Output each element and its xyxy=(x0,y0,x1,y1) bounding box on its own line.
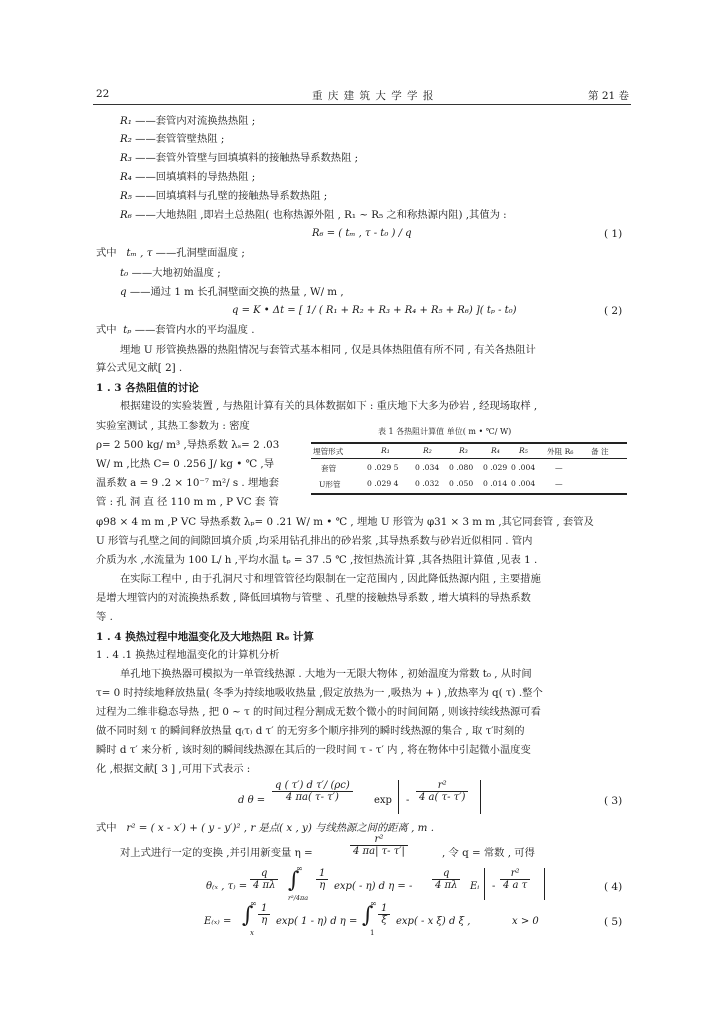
paragraph-line: 是增大埋管内的对流换热系数 , 降低回填物与管壁 、孔壁的接触热导系数 , 增大填料的导热系数 xyxy=(96,592,531,604)
equation-5-kernel xyxy=(258,903,270,926)
table-header-cell: R₁ xyxy=(381,446,390,455)
paragraph-line: ρ= 2 500 kg/ m³ ,导热系数 λₛ= 2 .03 xyxy=(96,439,280,451)
paragraph-line: 埋地 U 形管换热器的热阻情况与套管式基本相同 , 仅是具体热阻值有所不同 , 有关各热阻计 xyxy=(120,344,536,356)
equation-3-bracket-left xyxy=(398,780,399,814)
paragraph-line: 等 . xyxy=(96,611,113,623)
table-cell: — xyxy=(555,463,563,472)
equation-1: R₆ = ( tₘ , τ - t₀ ) / q xyxy=(312,228,412,239)
integral-upper: ∞ xyxy=(250,899,257,908)
section-heading-1-4-1: 1 . 4 .1 换热过程地温变化的计算机分析 xyxy=(96,649,280,661)
kernel-den: η xyxy=(261,915,268,926)
paragraph-line: 在实际工程中 , 由于孔洞尺寸和埋管管径均限制在一定范围内 , 因此降低热源内阻 , 主要措施 xyxy=(120,573,541,585)
equation-3-numerator: q ( τ′) d τ′/ (ρc) xyxy=(272,780,353,792)
page-number: 22 xyxy=(96,88,110,100)
paragraph-line: 算公式见文献[ 2] . xyxy=(96,362,183,374)
table-header-cell: R₃ xyxy=(459,446,468,455)
table-cell: 0 .029 5 xyxy=(367,463,399,472)
table-header-cell: R₄ xyxy=(491,446,500,455)
table-cell: 0 .014 xyxy=(483,479,508,488)
equation-5-mid: exp( 1 - η) d η = xyxy=(276,916,358,927)
table-cell: 套管 xyxy=(321,464,337,473)
paragraph-line: 根据建设的实验装置 , 与热阻计算有关的具体数据如下 : 重庆地下大多为砂岩 , 经现场取样 , xyxy=(120,400,538,412)
equation-1-number: ( 1) xyxy=(604,228,623,240)
equation-4-bracket-right xyxy=(544,868,545,900)
equation-4-const xyxy=(250,868,278,891)
definition-r5: R₅ ——回填填料与孔壁的接触热导系数热阻 ; xyxy=(120,190,328,202)
table-cell: 0 .032 xyxy=(415,479,440,488)
table-cell: 0 .029 xyxy=(483,463,508,472)
paragraph-line: 瞬时 d τ′ 来分析 , 该时刻的瞬间线热源在其后的一段时间 τ - τ′ 内 , 将在物体中引起微小温度变 xyxy=(96,744,531,756)
table-cell: 0 .004 xyxy=(511,479,536,488)
eta-fraction xyxy=(350,834,408,857)
volume-label: 第 21 卷 xyxy=(588,90,630,102)
table-header-cell: 外阻 R₆ xyxy=(547,447,574,456)
definition-r2: R₂ ——套管管壁热阻 ; xyxy=(120,133,225,145)
where-tm: 式中 tₘ , τ ——孔洞壁面温度 ; xyxy=(96,247,245,259)
table-cell: — xyxy=(555,479,563,488)
kernel2-num: 1 xyxy=(378,903,390,915)
integral-lower: r²/4πa xyxy=(288,894,309,902)
equation-2-number: ( 2) xyxy=(604,305,623,317)
kernel-num: 1 xyxy=(258,903,270,915)
equation-5-tail: exp( - x ξ) d ξ , xyxy=(396,916,471,927)
equation-4-kernel xyxy=(316,868,328,891)
where-tp: 式中 tₚ ——套管内水的平均温度 . xyxy=(96,324,255,336)
integral-upper: ∞ xyxy=(296,864,303,873)
table-cell: 0 .029 4 xyxy=(367,479,399,488)
paragraph-line: 做不同时刻 τ 的瞬间释放热量 q₍τ₎ d τ′ 的无穷多个顺序排列的瞬时线热源的集合 , 取 τ′时刻的 xyxy=(96,725,525,737)
equation-4-arg xyxy=(500,868,530,891)
arg-num: r² xyxy=(500,868,530,880)
paragraph-line: 介质为水 ,水流量为 100 L/ h ,平均水温 tₚ = 37 .5 ℃ ,按恒热流计算 ,其各热阻计算值 ,见表 1 . xyxy=(96,554,538,566)
paragraph-line: 对上式进行一定的变换 ,并引用新变量 η = xyxy=(120,847,313,859)
section-heading-1-3: 1 . 3 各热阻值的讨论 xyxy=(96,382,199,394)
equation-4-const2-num: q xyxy=(432,868,460,880)
definition-r1: R₁ ——套管内对流换热热阻 ; xyxy=(120,115,256,127)
equation-3-fraction xyxy=(272,780,353,803)
section-heading-1-4: 1 . 4 换热过程中地温变化及大地热阻 R₆ 计算 xyxy=(96,631,314,643)
equation-3-lhs: d θ = xyxy=(238,795,266,806)
equation-4-const-den: 4 πλ xyxy=(253,880,276,891)
integral-lower: x xyxy=(250,929,254,937)
eta-denominator: 4 πa| τ- τ′| xyxy=(353,846,405,857)
definition-r3: R₃ ——套管外管壁与回填填料的接触热导系数热阻 ; xyxy=(120,152,359,164)
equation-3-inner-denominator: 4 a( τ- τ′) xyxy=(419,792,466,803)
equation-4-minus: - xyxy=(492,881,496,892)
table-cell: 0 .004 xyxy=(511,463,536,472)
equation-3-denominator: 4 πa( τ- τ′) xyxy=(285,792,339,803)
integral-sign: ∫ xyxy=(242,903,254,928)
paragraph-line: φ98 × 4 m m ,P VC 导热系数 λₚ= 0 .21 W/ m • ℃ , 埋地 U 形管为 φ31 × 3 m m ,其它同套管 , 套管及 xyxy=(96,516,594,528)
equation-5-kernel2 xyxy=(378,903,390,926)
equation-4-const2-den: 4 πλ xyxy=(435,880,458,891)
integral-sign: ∫ xyxy=(362,903,374,928)
kernel-num: 1 xyxy=(316,868,328,880)
header-rule xyxy=(93,104,631,105)
table-header-cell: 埋管形式 xyxy=(313,447,344,456)
equation-4-const-num: q xyxy=(250,868,278,880)
paragraph-line: 单孔地下换热器可模拟为一单管线热源 . 大地为一无限大物体 , 初始温度为常数 t₀ , 从时间 xyxy=(120,668,532,680)
definition-r4: R₄ ——回填填料的导热热阻 ; xyxy=(120,171,256,183)
paragraph-line: τ= 0 时持续地释放热量( 冬季为持续地吸收热量 ,假定放热为一 ,吸热为 + ) ,放热率为 q( τ) .整个 xyxy=(96,687,543,699)
table-header-cell: 备 注 xyxy=(591,447,609,456)
equation-4-number: ( 4) xyxy=(604,881,623,893)
equation-5-lhs: E₍ₓ₎ = xyxy=(204,916,232,927)
paragraph-line: W/ m ,比热 C= 0 .256 J/ kg • ℃ ,导 xyxy=(96,458,274,470)
eta-numerator: r² xyxy=(350,834,408,846)
equation-5-number: ( 5) xyxy=(604,916,623,928)
paragraph-line: 实验室测试 , 其热工参数为 : 密度 xyxy=(96,420,250,432)
table-cell: U形管 xyxy=(319,480,341,489)
table-cell: 0 .050 xyxy=(449,479,474,488)
paragraph-line: 化 ,根据文献[ 3 ] ,可用下式表示 : xyxy=(96,763,251,775)
integral-upper: ∞ xyxy=(370,899,377,908)
table-mid-rule xyxy=(311,458,627,459)
equation-3-number: ( 3) xyxy=(604,795,623,807)
paragraph-line: 温系数 a = 9 .2 × 10⁻⁷ m²/ s . 埋地套 xyxy=(96,477,279,489)
ei-function: Eᵢ xyxy=(470,881,480,892)
equation-3-inner-numerator: r² xyxy=(416,780,468,792)
table-cell: 0 .080 xyxy=(449,463,474,472)
table-1 xyxy=(311,442,627,494)
where-q: q ——通过 1 m 长孔洞壁面交换的热量 , W/ m , xyxy=(120,286,344,298)
kernel2-den: ξ xyxy=(381,915,387,926)
integral-sign: ∫ xyxy=(288,868,300,893)
equation-3-exp: exp xyxy=(374,795,392,806)
arg-den: 4 a τ xyxy=(503,880,528,891)
paragraph-line: 过程为二维非稳态导热 , 把 0 ~ τ 的时间过程分割成无数个微小的时间间隔 , 则该持续线热源可看 xyxy=(96,706,541,718)
where-t0: t₀ ——大地初始温度 ; xyxy=(120,267,221,279)
kernel-den: η xyxy=(319,880,326,891)
where-r: 式中 r² = ( x - x′) + ( y - y′)² , r 是点( x , y) 与线热源之间的距离 , m . xyxy=(96,822,434,834)
table-cell: 0 .034 xyxy=(415,463,440,472)
journal-title: 重 庆 建 筑 大 学 学 报 xyxy=(312,90,435,102)
paragraph-line: U 形管与孔壁之间的间隙回填介质 ,均采用钻孔排出的砂岩浆 ,其导热系数与砂岩近似相同 . 管内 xyxy=(96,535,533,547)
equation-4-bracket-left xyxy=(484,868,485,900)
equation-4-lhs: θ₍ₓ , τ₎ = xyxy=(206,881,248,892)
equation-3-inner-fraction xyxy=(416,780,468,803)
table-header-cell: R₂ xyxy=(423,446,432,455)
table-bottom-rule xyxy=(311,493,627,495)
equation-4-body: exp( - η) d η = - xyxy=(334,881,413,892)
definition-r6: R₆ ——大地热阻 ,即岩土总热阻( 也称热源外阻 , R₁ ~ R₅ 之和称热源内阻) ,其值为 : xyxy=(120,209,507,221)
paragraph-line: , 令 q = 常数 , 可得 xyxy=(442,847,535,859)
table-top-rule xyxy=(311,442,627,444)
table-header-cell: R₅ xyxy=(519,446,528,455)
equation-2: q = K • Δt = [ 1/ ( R₁ + R₂ + R₃ + R₄ + R₅ + R₆) ]( tₚ - t₀) xyxy=(232,305,517,316)
integral-lower: 1 xyxy=(370,929,375,937)
equation-3-minus: - xyxy=(406,795,410,806)
equation-3-bracket-right xyxy=(480,780,481,814)
equation-4-const2 xyxy=(432,868,460,891)
table-caption: 表 1 各热阻计算值 单位( m • ℃/ W) xyxy=(378,427,512,436)
paragraph-line: 管 : 孔 洞 直 径 110 m m , P VC 套 管 xyxy=(96,496,279,508)
equation-5-condition: x > 0 xyxy=(512,916,539,927)
